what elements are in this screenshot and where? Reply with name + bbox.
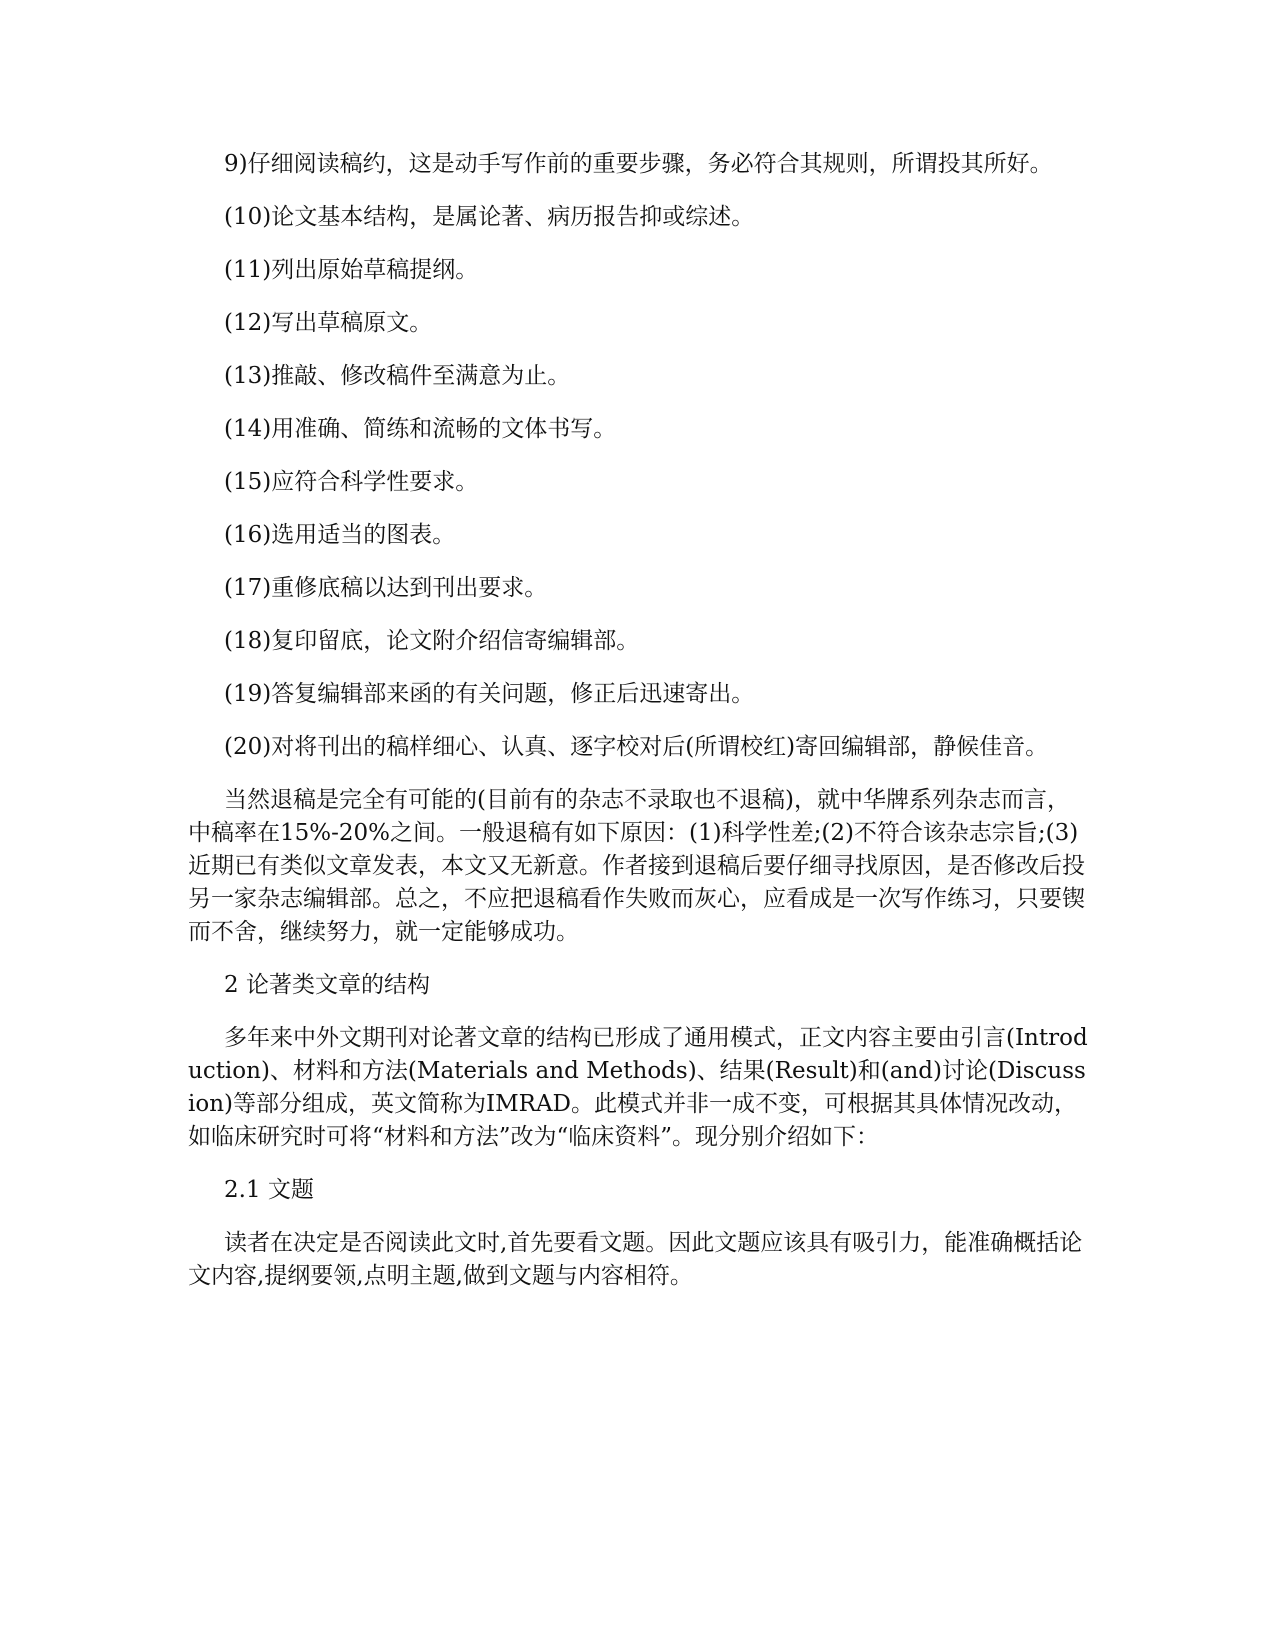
rejection-paragraph: 当然退稿是完全有可能的(目前有的杂志不录取也不退稿)，就中华牌系列杂志而言，中稿率在15%-20%之间。一般退稿有如下原因：(1)科学性差;(2)不符合该杂志宗旨;(3)近期已有类似文章发表，本文又无新意。作者接到退稿后要仔细寻找原因，是否修改后投另一家杂志编辑部。总之，不应把退稿看作失败而灰心，应看成是一次写作练习，只要锲而不舍，继续努力，就一定能够成功。 — [188, 787, 1085, 945]
paragraph-item-12: (12)写出草稿原文。 — [224, 310, 433, 336]
paragraph-item-17: (17)重修底稿以达到刊出要求。 — [224, 575, 548, 601]
paragraph-item-19: (19)答复编辑部来函的有关问题，修正后迅速寄出。 — [224, 681, 755, 707]
section-2-1-heading: 2.1 文题 — [224, 1177, 314, 1203]
document-body — [188, 148, 1088, 1313]
paragraph-item-16: (16)选用适当的图表。 — [224, 522, 456, 548]
paragraph-item-9: 9)仔细阅读稿约，这是动手写作前的重要步骤，务必符合其规则，所谓投其所好。 — [224, 151, 1053, 177]
paragraph-item-15: (15)应符合科学性要求。 — [224, 469, 479, 495]
paragraph-item-11: (11)列出原始草稿提纲。 — [224, 257, 479, 283]
section-2-heading: 2 论著类文章的结构 — [224, 972, 430, 998]
section-2-paragraph: 多年来中外文期刊对论著文章的结构已形成了通用模式，正文内容主要由引言(Introduction)、材料和方法(Materials and Methods)、结果(Result)和(and)讨论(Discussion)等部分组成，英文简称为IMRAD。此模式并非一成不变，可根据其具体情况改动，如临床研究时可将“材料和方法”改为“临床资料”。现分别介绍如下： — [188, 1025, 1088, 1150]
paragraph-item-13: (13)推敲、修改稿件至满意为止。 — [224, 363, 571, 389]
paragraph-item-10: (10)论文基本结构，是属论著、病历报告抑或综述。 — [224, 204, 755, 230]
paragraph-item-14: (14)用准确、简练和流畅的文体书写。 — [224, 416, 617, 442]
paragraph-item-18: (18)复印留底，论文附介绍信寄编辑部。 — [224, 628, 640, 654]
paragraph-item-20: (20)对将刊出的稿样细心、认真、逐字校对后(所谓校红)寄回编辑部，静候佳音。 — [224, 734, 1049, 760]
section-2-1-paragraph: 读者在决定是否阅读此文时,首先要看文题。因此文题应该具有吸引力，能准确概括论文内容,提纲要领,点明主题,做到文题与内容相符。 — [188, 1230, 1083, 1289]
